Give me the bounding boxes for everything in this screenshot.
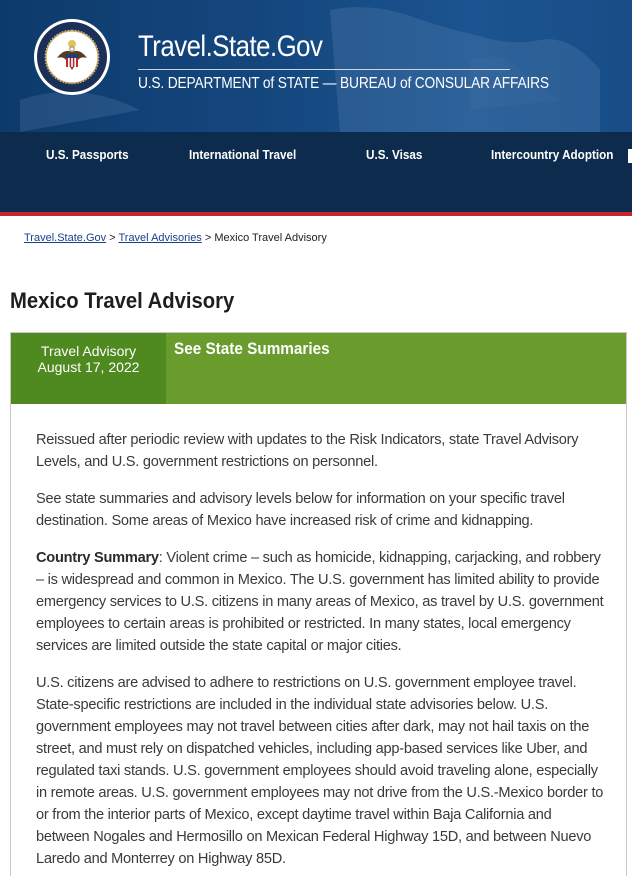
breadcrumb-separator: >: [106, 232, 119, 244]
country-summary-heading: Country Summary: [36, 550, 159, 566]
breadcrumb-home-link[interactable]: Travel.State.Gov: [24, 232, 107, 244]
advisory-content: [36, 429, 604, 876]
accent-divider: [0, 212, 632, 216]
advisory-panel: [10, 332, 627, 876]
nav-item-passports[interactable]: U.S. Passports: [46, 147, 129, 162]
nav-item-intercountry-adoption[interactable]: Intercountry Adoption: [491, 147, 614, 162]
advisory-paragraph: Country Summary: Violent crime – such as homicide, kidnapping, carjacking, and robbery – is widespread and common in Mexico. The U.S. government has limited ability to provide emergency services to U.S. citizens in many areas of Mexico, as travel by U.S. government employees to certain areas is prohibited or restricted. In many states, local emergency services are limited outside the state capital or major cities.: [36, 550, 604, 654]
nav-item-visas[interactable]: U.S. Visas: [366, 147, 423, 162]
breadcrumb-separator: >: [201, 232, 215, 244]
advisory-level-badge: [11, 333, 166, 404]
state-summaries-link[interactable]: See State Summaries: [174, 339, 330, 358]
advisory-paragraph: U.S. citizens are advised to adhere to restrictions on U.S. government employee travel. State-specific restrictions are included in the individual state advisories below. U.S. government employees may not travel between cities after dark, may not hail taxis on the street, and must rely on dispatched vehicles, including app-based services like Uber, and regulated taxi stands. U.S. government employees should avoid traveling alone, especially in remote areas. U.S. government employees may not drive from the U.S.-Mexico border to or from the interior parts of Mexico, except daytime travel within Baja California and between Nogales and Hermosillo on Mexican Federal Highway 15D, and between Nuevo Laredo and Monterrey on Highway 85D.: [36, 675, 604, 867]
nav-item-international-travel[interactable]: International Travel: [189, 147, 297, 162]
advisory-paragraph: Reissued after periodic review with updates to the Risk Indicators, state Travel Advisory Levels, and U.S. government restrictions on personnel.: [36, 432, 579, 470]
breadcrumb-current: Mexico Travel Advisory: [214, 232, 327, 244]
advisory-date: August 17, 2022: [37, 359, 140, 375]
advisory-paragraph: See state summaries and advisory levels below for information on your specific travel destination. Some areas of Mexico have increased risk of crime and kidnapping.: [36, 491, 565, 529]
department-of-state-seal-icon[interactable]: [33, 18, 111, 96]
title-divider: [138, 69, 510, 70]
site-subtitle: U.S. DEPARTMENT of STATE — BUREAU of CONSULAR AFFAIRS: [138, 75, 549, 92]
nav-overflow-marker: [628, 149, 632, 163]
page-title: Mexico Travel Advisory: [10, 288, 235, 313]
advisory-banner: [11, 333, 626, 404]
advisory-label: Travel Advisory: [40, 343, 137, 359]
site-title[interactable]: Travel.State.Gov: [138, 30, 323, 63]
site-header: [0, 0, 632, 132]
main-nav: [0, 132, 632, 212]
breadcrumb: [24, 232, 327, 244]
breadcrumb-advisories-link[interactable]: Travel Advisories: [118, 232, 202, 244]
